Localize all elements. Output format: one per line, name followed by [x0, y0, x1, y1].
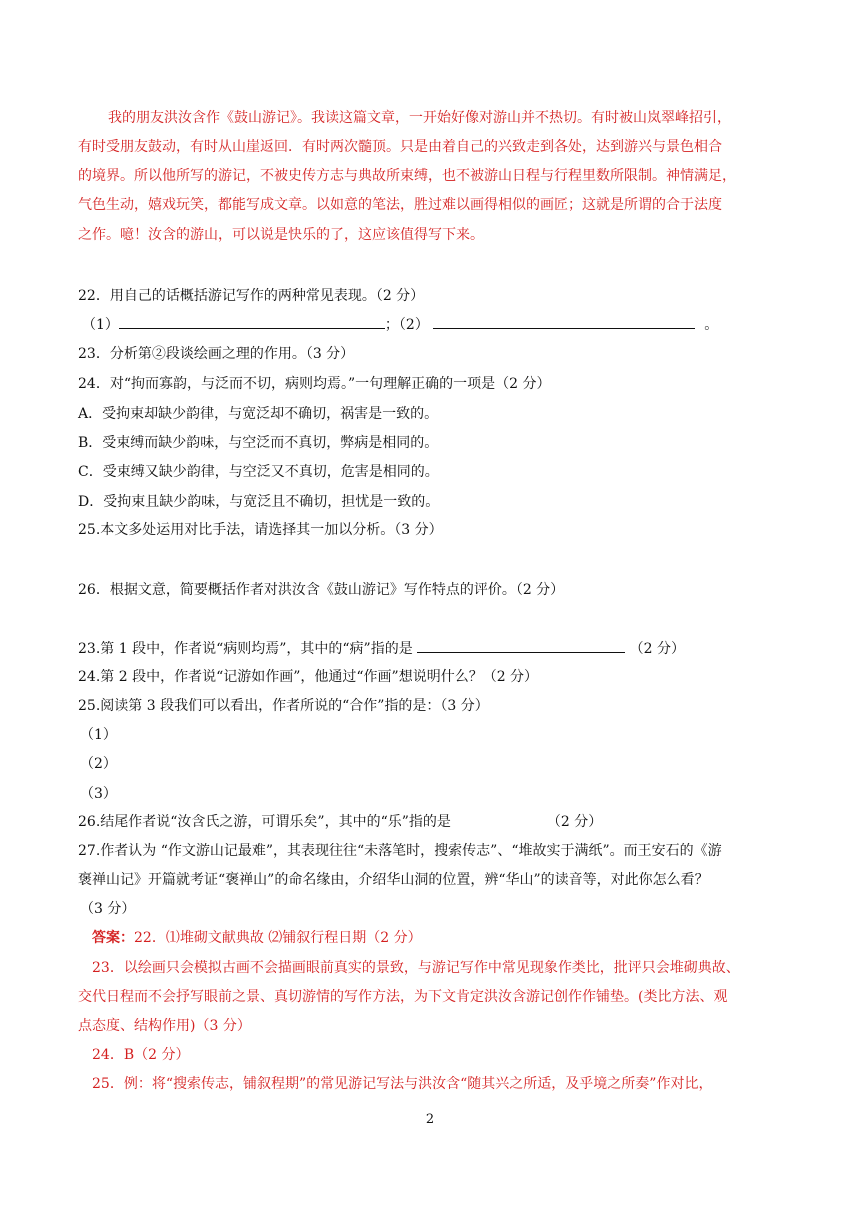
page-number: 2: [425, 1112, 435, 1127]
question-24: 24．对“拘而寡韵，与泛而不切，病则均焉。”一句理解正确的一项是（2 分）: [78, 376, 551, 392]
set2-q25-item-1: （1）: [80, 727, 117, 743]
answer-24: 24．B（2 分）: [92, 1047, 190, 1063]
set2-q26-score: （2 分）: [546, 814, 603, 830]
answer-23-line-1: 23．以绘画只会模拟古画不会描画眼前真实的景致，与游记写作中常见现象作类比，批评只会堆砌典故、: [92, 960, 740, 976]
option-a: A．受拘束却缺少韵律，与宽泛却不确切，祸害是一致的。: [78, 406, 439, 422]
set2-question-23: [78, 638, 685, 659]
answer-22-text: 22．⑴堆砌文献典故 ⑵铺叙行程日期（2 分）: [134, 930, 422, 946]
set2-question-27-line-3: （3 分）: [80, 901, 136, 917]
set2-question-25: 25.阅读第 3 段我们可以看出，作者所说的“合作”指的是：（3 分）: [78, 698, 489, 714]
option-b: B．受束缚而缺少韵味，与空泛而不真切，弊病是相同的。: [78, 435, 439, 451]
set2-question-26: [78, 812, 602, 832]
set2-q23-score: （2 分）: [629, 641, 685, 657]
set2-question-27-line-1: 27.作者认为 “作文游山记最难”，其表现往往“未落笔时，搜索传志”、“堆故实于满纸”。而王安石的《游: [78, 843, 722, 859]
question-22-blanks: [82, 314, 718, 335]
answer-25: 25．例：将“搜索传志，铺叙程期”的常见游记写法与洪汝含“随其兴之所适，及乎境之所奏”作对比，: [92, 1076, 713, 1092]
answer-blank-2[interactable]: [433, 314, 695, 329]
passage-line-2: 有时受朋友鼓动，有时从山崖返回．有时两次髓顶。只是由着自己的兴致走到各处，达到游兴与景色相合: [78, 139, 722, 155]
option-c: C．受束缚又缺少韵律，与空泛又不真切，危害是相同的。: [78, 464, 439, 480]
option-d: D．受拘束且缺少韵味，与宽泛且不确切，担忧是一致的。: [78, 494, 440, 510]
set2-q25-item-2: （2）: [80, 756, 117, 772]
set2-question-27-line-2: 褒禅山记》开篇就考证“褒禅山”的命名缘由，介绍华山洞的位置，辨“华山”的读音等，对此你怎么看？: [78, 872, 709, 888]
question-25: 25.本文多处运用对比手法，请选择其一加以分析。（3 分）: [78, 522, 443, 538]
set2-q25-item-3: （3）: [80, 786, 117, 802]
set2-q23-blank[interactable]: [417, 638, 625, 653]
blank-separator: ；（2）: [384, 317, 429, 333]
question-22: 22．用自己的话概括游记写作的两种常见表现。（2 分）: [78, 288, 425, 304]
question-26: 26．根据文意，简要概括作者对洪汝含《鼓山游记》写作特点的评价。（2 分）: [78, 582, 565, 598]
set2-q23-text: 23.第 1 段中，作者说“病则均焉”，其中的“病”指的是: [78, 641, 413, 657]
blank-end: 。: [704, 317, 719, 333]
set2-q26-text: 26.结尾作者说“汝含氏之游，可谓乐矣”，其中的“乐”指的是: [78, 814, 451, 830]
answer-blank-1[interactable]: [119, 314, 385, 329]
blank-1-label: （1）: [82, 317, 119, 333]
question-23: 23．分析第②段谈绘画之理的作用。（3 分）: [78, 346, 355, 362]
set2-question-24: 24.第 2 段中，作者说“记游如作画”，他通过“作画”想说明什么？（2 分）: [78, 669, 539, 685]
passage-line-3: 的境界。所以他所写的游记，不被史传方志与典故所束缚，也不被游山日程与行程里数所限制。神情满足，: [78, 168, 736, 184]
passage-line-5: 之作。噫！汝含的游山，可以说是快乐的了，这应该值得写下来。: [78, 227, 484, 243]
passage-line-4: 气色生动，嬉戏玩笑，都能写成文章。以如意的笔法，胜过难以画得相似的画匠；这就是所谓的合于法度: [78, 197, 722, 213]
answer-23-line-3: 点态度、结构作用)（3 分）: [78, 1018, 251, 1034]
answer-23-line-2: 交代日程而不会抒写眼前之景、真切游情的写作方法，为下文肯定洪汝含游记创作作铺垫。(类比方法、观: [78, 989, 728, 1005]
answer-22: [92, 928, 422, 948]
passage-line-1: 我的朋友洪汝含作《鼓山游记》。我读这篇文章，一开始好像对游山并不热切。有时被山岚翠峰招引，: [108, 110, 731, 126]
answer-label: 答案：: [92, 930, 134, 946]
